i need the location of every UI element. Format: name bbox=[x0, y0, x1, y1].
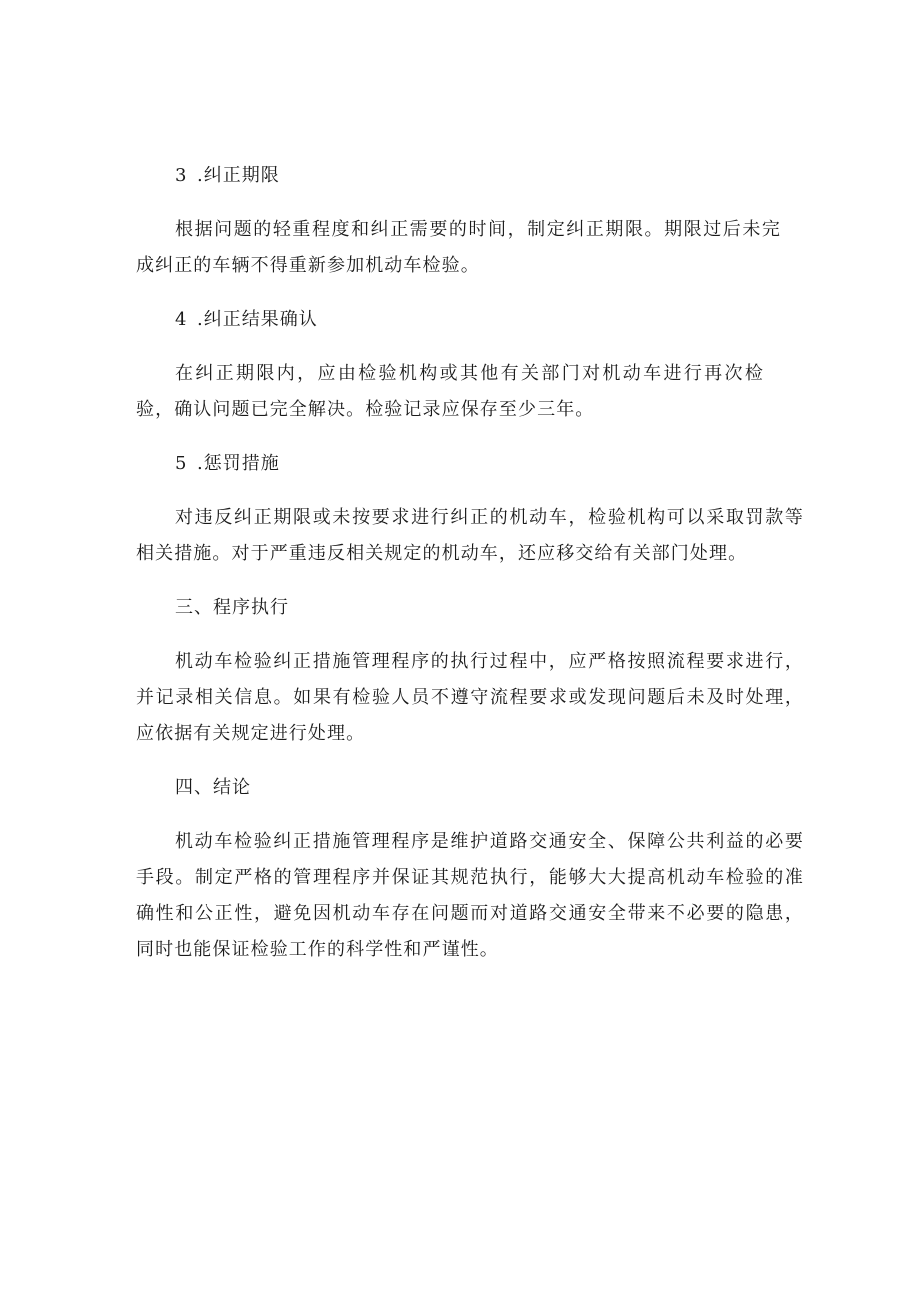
heading-text: 四、结论 bbox=[175, 777, 251, 798]
section-heading-conclusion bbox=[136, 770, 804, 806]
heading-text: 三、程序执行 bbox=[175, 597, 289, 618]
section-paragraph-3: 根据问题的轻重程度和纠正需要的时间，制定纠正期限。期限过后未完成纠正的车辆不得重新参加机动车检验。 bbox=[136, 219, 781, 276]
heading-text: .纠正期限 bbox=[197, 165, 280, 186]
section-paragraph-4: 在纠正期限内，应由检验机构或其他有关部门对机动车进行再次检验，确认问题已完全解决。检验记录应保存至少三年。 bbox=[136, 363, 764, 420]
heading-text: .纠正结果确认 bbox=[197, 309, 318, 330]
section-paragraph-procedure: 机动车检验纠正措施管理程序的执行过程中，应严格按照流程要求进行，并记录相关信息。如果有检验人员不遵守流程要求或发现问题后未及时处理，应依据有关规定进行处理。 bbox=[136, 651, 804, 744]
section-heading-procedure bbox=[136, 590, 804, 626]
document-body bbox=[136, 158, 804, 968]
section-paragraph-conclusion: 机动车检验纠正措施管理程序是维护道路交通安全、保障公共利益的必要手段。制定严格的管理程序并保证其规范执行，能够大大提高机动车检验的准确性和公正性，避免因机动车存在问题而对道路交通安全带来不必要的隐患，同时也能保证检验工作的科学性和严谨性。 bbox=[136, 831, 804, 960]
section-heading-5 bbox=[136, 446, 804, 482]
heading-text: .惩罚措施 bbox=[197, 453, 280, 474]
heading-number: 3 bbox=[175, 165, 188, 186]
heading-number: 4 bbox=[175, 309, 188, 330]
heading-number: 5 bbox=[175, 453, 188, 474]
section-paragraph-5: 对违反纠正期限或未按要求进行纠正的机动车，检验机构可以采取罚款等相关措施。对于严重违反相关规定的机动车，还应移交给有关部门处理。 bbox=[136, 507, 804, 564]
section-heading-4 bbox=[136, 302, 804, 338]
section-heading-3 bbox=[136, 158, 804, 194]
